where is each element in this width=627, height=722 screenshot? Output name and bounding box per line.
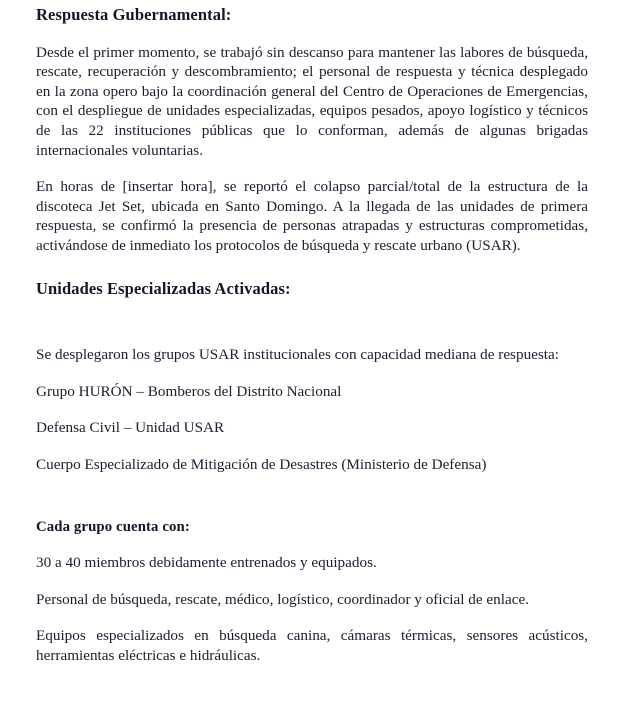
list-item-equipos-especializados: Equipos especializados en búsqueda canina, cámaras térmicas, sensores acústicos, herramientas eléctricas e hidráulicas. bbox=[36, 627, 588, 664]
paragraph-se-desplegaron-intro: Se desplegaron los grupos USAR institucionales con capacidad mediana de respuesta: bbox=[36, 346, 559, 364]
blank-paragraph-spacer-after-unidades-heading bbox=[36, 299, 588, 345]
paragraph-desde-el-primer-momento: Desde el primer momento, se trabajó sin descanso para mantener las labores de búsqueda, rescate, recuperación y descombramiento; el personal de respuesta y técnica desplegado en la zona opero bajo la coordinación general del Centro de Operaciones de Emergencias, con el despliegue de unidades especializadas, equipos pesados, apoyo logístico y técnicos de las 22 instituciones públicas que lo conforman, además de algunas brigadas internacionales voluntarias. bbox=[36, 43, 588, 159]
section-heading-cada-grupo-cuenta-con: Cada grupo cuenta con: bbox=[36, 518, 190, 535]
list-item-miembros-entrenados: 30 a 40 miembros debidamente entrenados y equipados. bbox=[36, 554, 377, 572]
list-item-defensa-civil: Defensa Civil – Unidad USAR bbox=[36, 419, 225, 437]
section-heading-unidades-especializadas-activadas: Unidades Especializadas Activadas: bbox=[36, 278, 291, 298]
paragraph-en-horas-de: En horas de [insertar hora], se reportó el colapso parcial/total de la estructura de la discoteca Jet Set, ubicada en Santo Domingo. A la llegada de las unidades de primera respuesta, se confirmó la presencia de personas atrapadas y estructuras comprometidas, activándose de inmediato los protocolos de búsqueda y rescate urbano (USAR). bbox=[36, 178, 588, 254]
list-item-cuerpo-especializado-mitigacion: Cuerpo Especializado de Mitigación de Desastres (Ministerio de Defensa) bbox=[36, 455, 487, 473]
list-item-grupo-huron: Grupo HURÓN – Bomberos del Distrito Nacional bbox=[36, 382, 342, 400]
document-content bbox=[36, 0, 588, 665]
blank-paragraph-spacer-before-cada-grupo bbox=[36, 475, 588, 518]
list-item-personal-busqueda-rescate: Personal de búsqueda, rescate, médico, logístico, coordinador y oficial de enlace. bbox=[36, 590, 529, 608]
section-heading-respuesta-gubernamental: Respuesta Gubernamental: bbox=[36, 5, 232, 24]
